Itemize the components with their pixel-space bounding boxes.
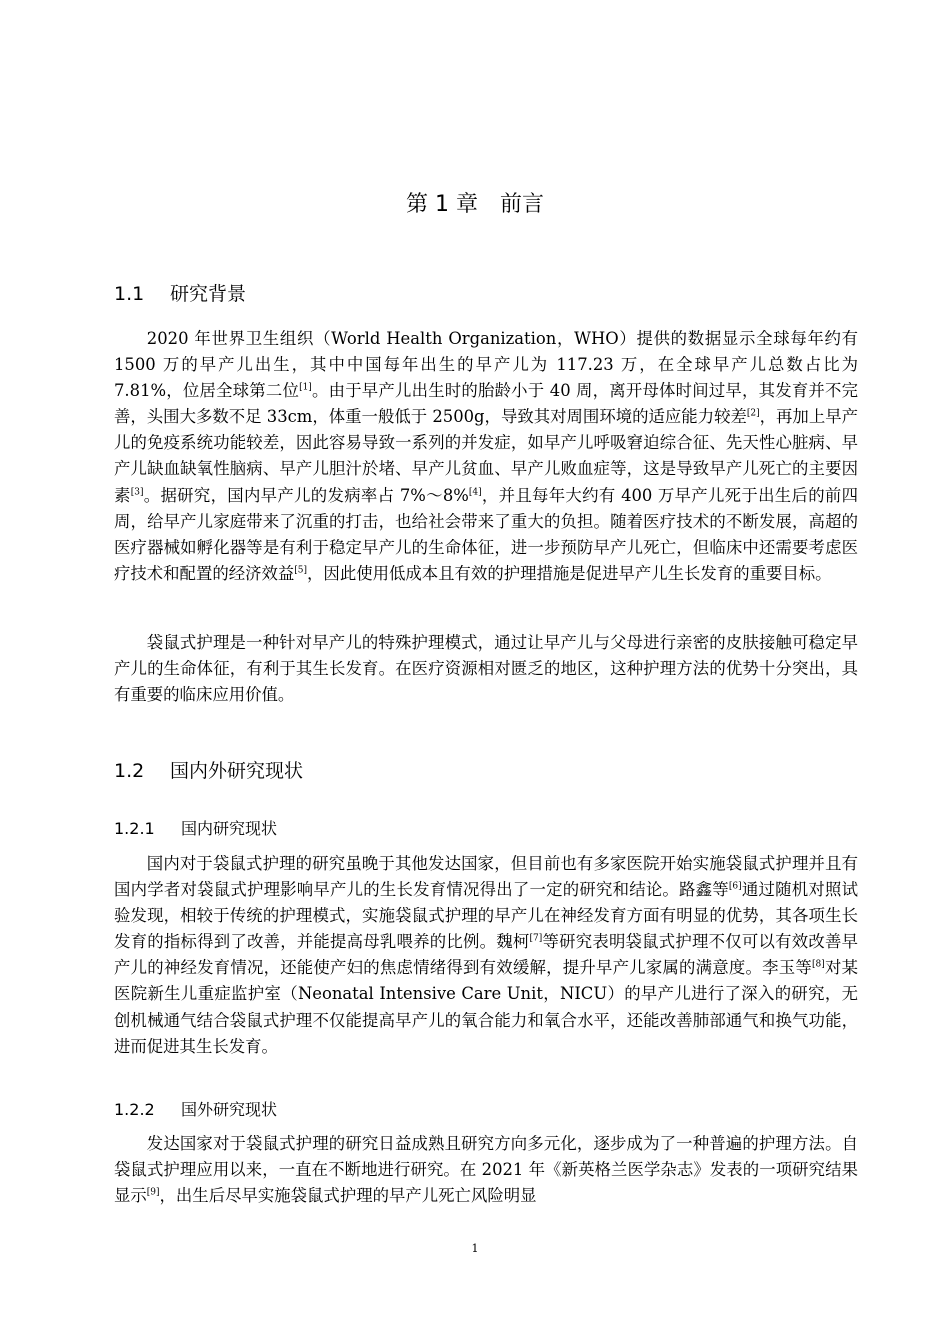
paragraph-background-1: 2020 年世界卫生组织（World Health Organization，WHO）提供的数据显示全球每年约有 1500 万的早产儿出生，其中中国每年出生的早产儿为 117.23 万，在全球早产儿总数占比为 7.81%，位居全球第二位[1]。由于早产儿出生时的胎龄小于 40 周，离开母体时间过早，其发育并不完善，头围大多数不足 33cm，体重一般低于 2500g，导致其对周围环境的适应能力较差[2]，再加上早产儿的免疫系统功能较差，因此容易导致一系列的并发症，如早产儿呼吸窘迫综合征、先天性心脏病、早产儿缺血缺氧性脑病、早产儿胆汁於堵、早产儿贫血、早产儿败血症等，这是导致早产儿死亡的主要因素[3]。据研究，国内早产儿的发病率占 7%～8%[4]，并且每年大约有 400 万早产儿死于出生后的前四周，给早产儿家庭带来了沉重的打击，也给社会带来了重大的负担。随着医疗技术的不断发展，高超的医疗器械如孵化器等是有利于稳定早产儿的生命体征，进一步预防早产儿死亡，但临床中还需要考虑医疗技术和配置的经济效益[5]，因此使用低成本且有效的护理措施是促进早产儿生长发育的重要目标。 <box>114 329 859 583</box>
chapter-heading <box>0 190 950 220</box>
citation-3: [3] <box>130 487 144 498</box>
citation-5: [5] <box>294 565 308 576</box>
subsection-number: 1.2.1 <box>114 819 155 838</box>
paragraph-domestic-research: 国内对于袋鼠式护理的研究虽晚于其他发达国家，但目前也有多家医院开始实施袋鼠式护理并且有国内学者对袋鼠式护理影响早产儿的生长发育情况得出了一定的研究和结论。路鑫等[6]通过随机对照试验发现，相较于传统的护理模式，实施袋鼠式护理的早产儿在神经发育方面有明显的优势，其各项生长发育的指标得到了改善，并能提高母乳喂养的比例。魏柯[7]等研究表明袋鼠式护理不仅可以有效改善早产儿的神经发育情况，还能使产妇的焦虑情绪得到有效缓解，提升早产儿家属的满意度。李玉等[8]对某医院新生儿重症监护室（Neonatal Intensive Care Unit，NICU）的早产儿进行了深入的研究，无创机械通气结合袋鼠式护理不仅能提高早产儿的氧合能力和氧合水平，还能改善肺部通气和换气功能，进而促进其生长发育。 <box>114 854 859 1056</box>
citation-2: [2] <box>746 408 760 419</box>
paragraph-foreign-research: 发达国家对于袋鼠式护理的研究日益成熟且研究方向多元化，逐步成为了一种普遍的护理方法。自袋鼠式护理应用以来，一直在不断地进行研究。在 2021 年《新英格兰医学杂志》发表的一项研究结果显示[9]，出生后尽早实施袋鼠式护理的早产儿死亡风险明显 <box>114 1134 858 1206</box>
section-number: 1.2 <box>114 760 145 782</box>
subsection-title: 国内研究现状 <box>181 819 278 838</box>
page-number: 1 <box>471 1242 479 1255</box>
section-title: 研究背景 <box>170 283 247 305</box>
citation-9: [9] <box>146 1187 160 1198</box>
subsection-heading-1-2-1 <box>114 818 277 840</box>
subsection-number: 1.2.2 <box>114 1100 155 1119</box>
citation-8: [8] <box>812 959 825 970</box>
subsection-heading-1-2-2 <box>114 1099 277 1121</box>
section-title: 国内外研究现状 <box>170 760 304 782</box>
paragraph-background-2: 袋鼠式护理是一种针对早产儿的特殊护理模式，通过让早产儿与父母进行亲密的皮肤接触可稳定早产儿的生命体征，有利于其生长发育。在医疗资源相对匮乏的地区，这种护理方法的优势十分突出，具有重要的临床应用价值。 <box>114 633 858 705</box>
citation-1: [1] <box>299 382 312 393</box>
subsection-title: 国外研究现状 <box>181 1100 278 1119</box>
chapter-number: 第 1 章 <box>406 192 478 217</box>
chapter-title: 前言 <box>499 192 544 217</box>
citation-7: [7] <box>529 933 543 944</box>
section-number: 1.1 <box>114 283 145 305</box>
citation-6: [6] <box>728 881 742 892</box>
section-heading-1-2 <box>114 758 303 784</box>
citation-4: [4] <box>468 487 482 498</box>
section-heading-1-1 <box>114 281 246 307</box>
